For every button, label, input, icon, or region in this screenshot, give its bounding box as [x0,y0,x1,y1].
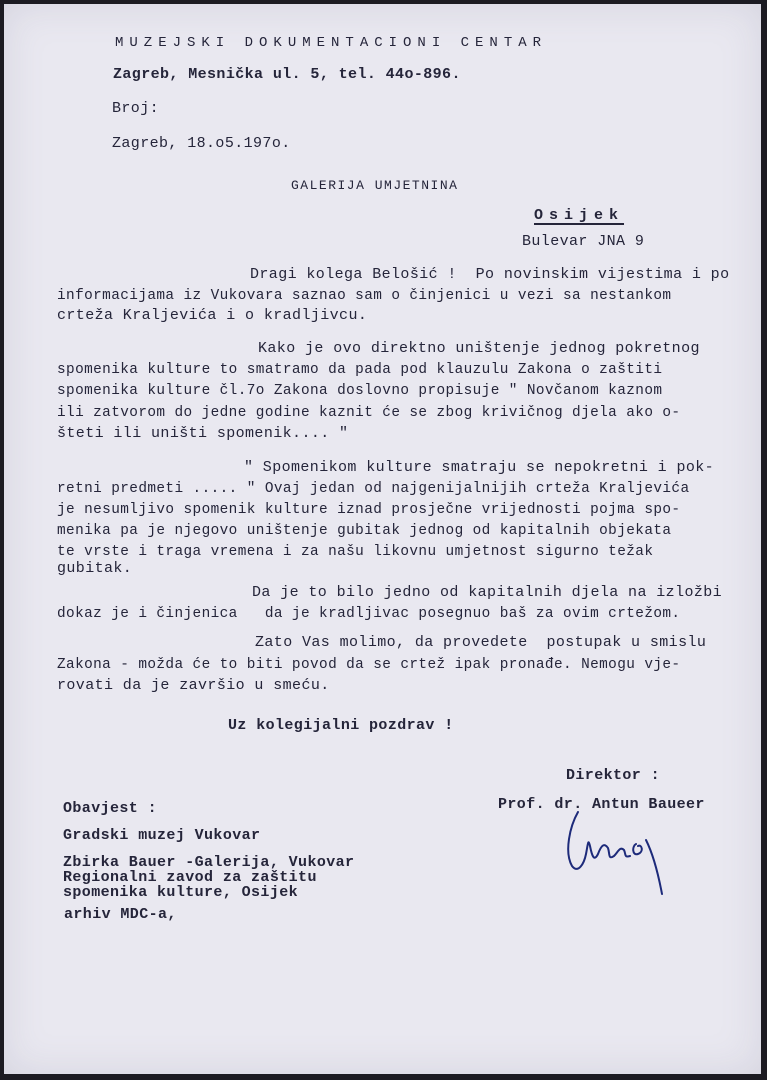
body-line: rovati da je završio u smeću. [57,677,330,694]
institution-name: MUZEJSKI DOKUMENTACIONI CENTAR [115,35,548,51]
reference-number-label: Broj: [112,100,160,117]
notice-item: arhiv MDC-a, [64,906,177,923]
body-line: crteža Kraljevića i o kradljivcu. [57,307,368,324]
letter-date: Zagreb, 18.o5.197o. [112,135,291,152]
institution-address: Zagreb, Mesnička ul. 5, tel. 44o-896. [113,66,461,83]
body-line: ili zatvorom do jedne godine kaznit će se zbog krivičnog djela ako o- [57,405,681,421]
notice-item: Regionalni zavod za zaštitu [63,869,317,886]
notice-label: Obavjest : [63,800,158,817]
body-line: gubitak. [57,560,133,577]
signatory-name: Prof. dr. Antun Baueer [498,796,705,813]
body-line: šteti ili uništi spomenik.... " [57,425,349,442]
body-line: spomenika kulture čl.7o Zakona doslovno propisuje " Novčanom kaznom [57,383,663,399]
body-line: informacijama iz Vukovara saznao sam o činjenici u vezi sa nestankom [57,288,672,304]
recipient-city: Osijek [534,207,625,224]
body-line: te vrste i traga vremena i za našu likovnu umjetnost sigurno težak [57,544,654,560]
body-line: " Spomenikom kulture smatraju se nepokretni i pok- [244,459,715,476]
notice-item: Zbirka Bauer -Galerija, Vukovar [63,854,355,871]
body-line: Zakona - možda će to biti povod da se crtež ipak pronađe. Nemogu vje- [57,657,681,673]
body-line: je nesumljivo spomenik kulture iznad prosječne vrijednosti pojma spo- [57,502,681,518]
notice-item: spomenika kulture, Osijek [63,884,299,901]
recipient-name: GALERIJA UMJETNINA [291,178,459,193]
body-line: menika pa je njegovo uništenje gubitak jednog od kapitalnih objekata [57,523,672,539]
letter-page [4,4,761,1074]
body-line: retni predmeti ..... " Ovaj jedan od najgenijalnijih crteža Kraljevića [57,481,690,497]
handwritten-signature [564,804,674,899]
closing-salutation: Uz kolegijalni pozdrav ! [228,717,454,734]
body-line: Kako je ovo direktno uništenje jednog pokretnog [258,340,700,357]
recipient-street: Bulevar JNA 9 [522,233,645,250]
body-line: spomenika kulture to smatramo da pada pod klauzulu Zakona o zaštiti [57,362,663,378]
body-line: Zato Vas molimo, da provedete postupak u smislu [255,634,707,651]
body-line: dokaz je i činjenica da je kradljivac posegnuo baš za ovim crtežom. [57,606,681,622]
notice-item: Gradski muzej Vukovar [63,827,261,844]
body-line: Da je to bilo jedno od kapitalnih djela na izložbi [252,584,723,601]
body-line: Dragi kolega Belošić ! Po novinskim vijestima i po [250,266,730,283]
signatory-title: Direktor : [566,767,661,784]
